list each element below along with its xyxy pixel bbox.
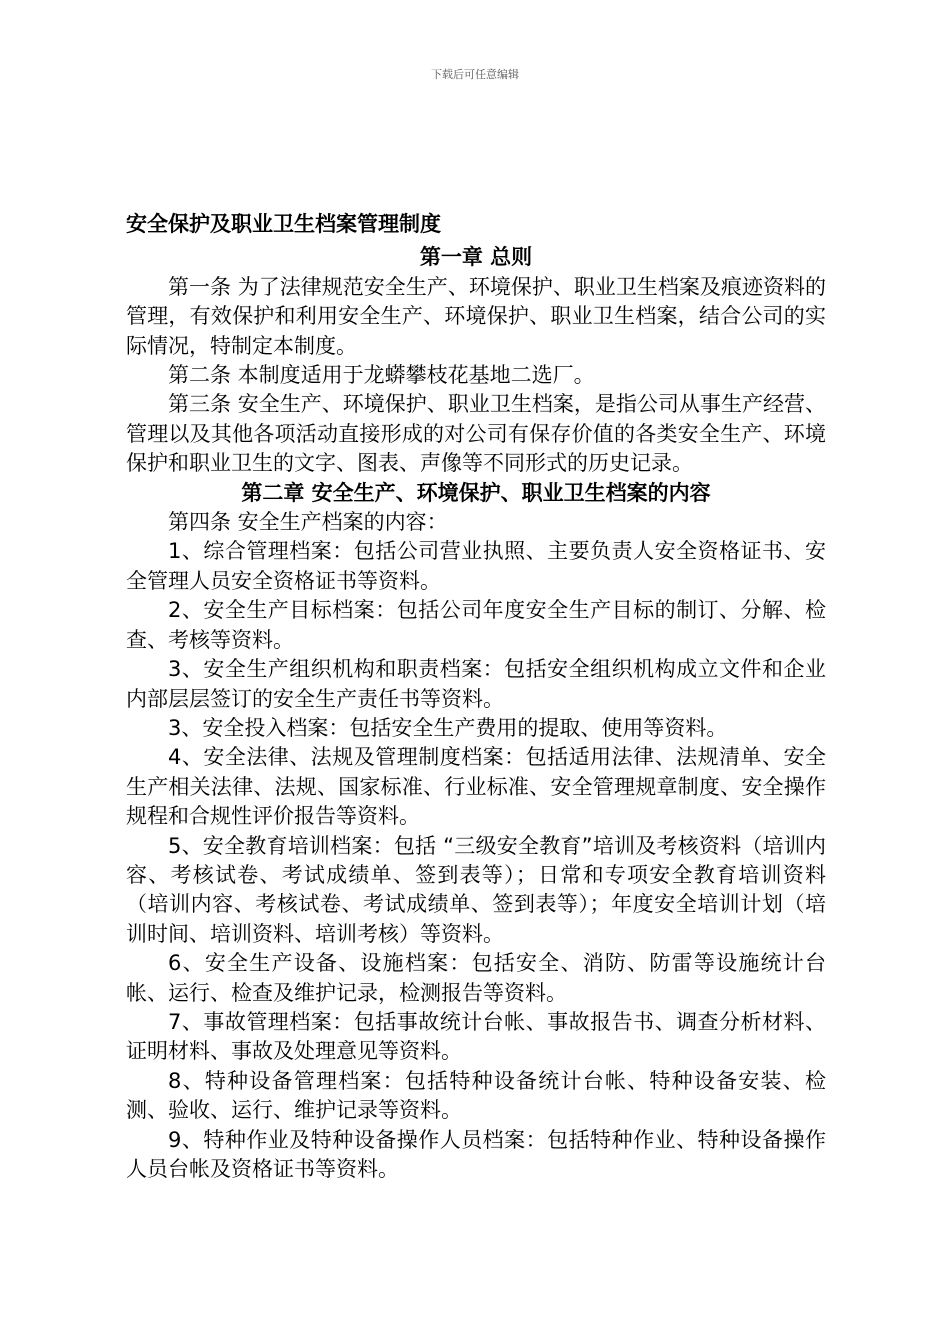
article-2: 第二条 本制度适用于龙蟒攀枝花基地二选厂。 — [168, 363, 595, 388]
list-item: 9、特种作业及特种设备操作人员档案：包括特种作业、特种设备操作人员台帐及资格证书等资料。 — [126, 1127, 826, 1181]
list-item: 8、特种设备管理档案：包括特种设备统计台帐、特种设备安装、检测、验收、运行、维护记录等资料。 — [126, 1068, 826, 1123]
list-item: 3、安全生产组织机构和职责档案：包括安全组织机构成立文件和企业内部层层签订的安全生产责任书等资料。 — [126, 657, 826, 711]
list-item: 4、安全法律、法规及管理制度档案：包括适用法律、法规清单、安全生产相关法律、法规、国家标准、行业标准、安全管理规章制度、安全操作规程和合规性评价报告等资料。 — [126, 745, 826, 829]
article-1: 第一条 为了法律规范安全生产、环境保护、职业卫生档案及痕迹资料的管理，有效保护和利用安全生产、环境保护、职业卫生档案，结合公司的实际情况，特制定本制度。 — [126, 274, 826, 358]
document-body — [126, 210, 826, 1184]
list-item: 7、事故管理档案：包括事故统计台帐、事故报告书、调查分析材料、证明材料、事故及处理意见等资料。 — [126, 1009, 826, 1064]
list-item: 3、安全投入档案：包括安全生产费用的提取、使用等资料。 — [168, 715, 728, 740]
article-3: 第三条 安全生产、环境保护、职业卫生档案，是指公司从事生产经营、管理以及其他各项活动直接形成的对公司有保存价值的各类安全生产、环境保护和职业卫生的文字、图表、声像等不同形式的历史记录。 — [126, 392, 826, 476]
list-item: 6、安全生产设备、设施档案：包括安全、消防、防雷等设施统计台帐、运行、检查及维护记录，检测报告等资料。 — [126, 951, 826, 1005]
chapter-1-heading: 第一章 总则 — [419, 245, 533, 270]
list-item: 2、安全生产目标档案：包括公司年度安全生产目标的制订、分解、检查、考核等资料。 — [126, 598, 826, 652]
list-item: 5、安全教育培训档案：包括 “三级安全教育”培训及考核资料（培训内容、考核试卷、考试成绩单、签到表等）；日常和专项安全教育培训资料（培训内容、考核试卷、考试成绩单、签到表等）；年度安全培训计划（培训时间、培训资料、培训考核）等资料。 — [126, 833, 826, 946]
page-header: 下载后可任意编辑 — [431, 68, 519, 81]
list-item: 1、综合管理档案：包括公司营业执照、主要负责人安全资格证书、安全管理人员安全资格证书等资料。 — [126, 539, 826, 593]
article-4: 第四条 安全生产档案的内容： — [168, 510, 448, 535]
chapter-2-heading: 第二章 安全生产、环境保护、职业卫生档案的内容 — [241, 480, 711, 505]
document-title: 安全保护及职业卫生档案管理制度 — [126, 212, 441, 236]
